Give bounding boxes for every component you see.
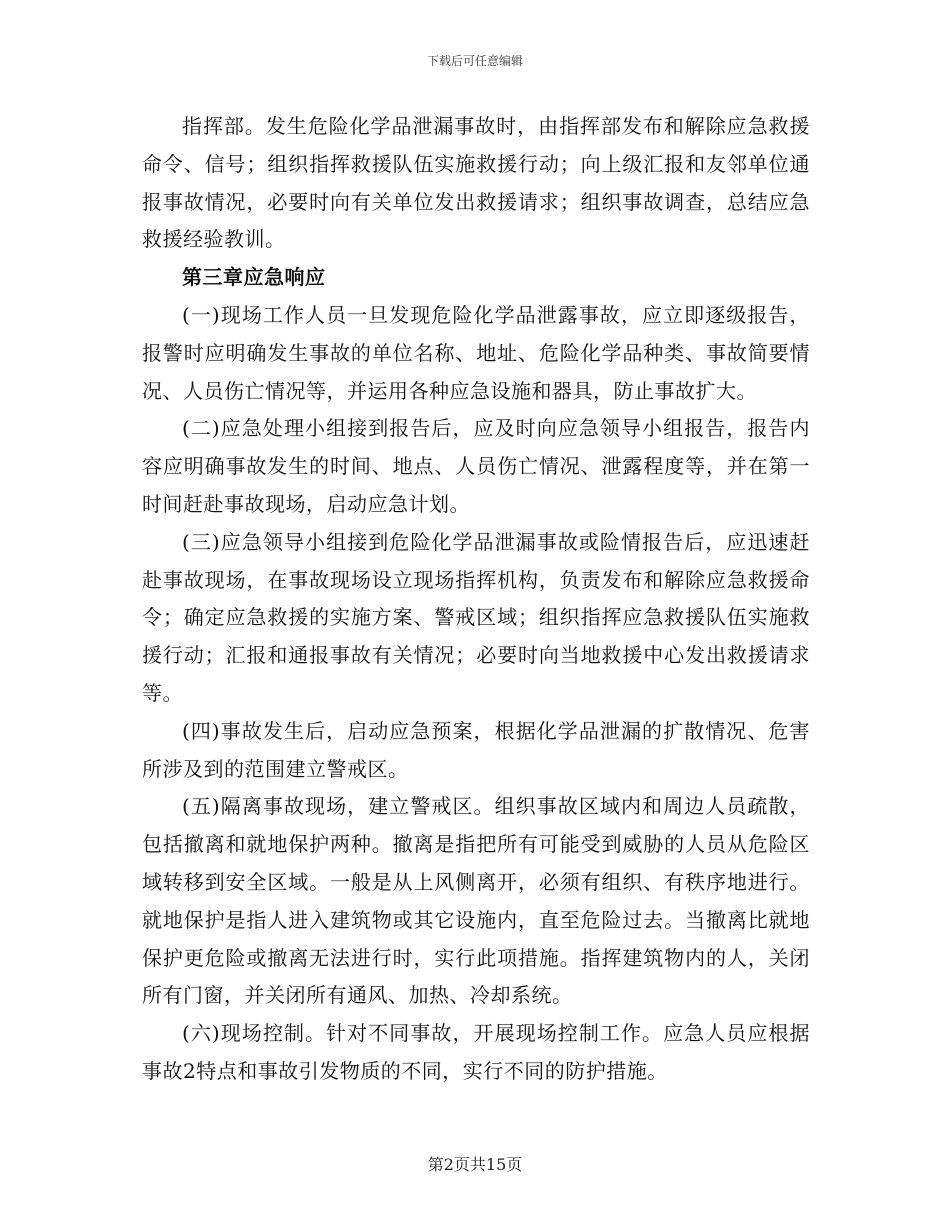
paragraph-item-4: (四)事故发生后，启动应急预案，根据化学品泄漏的扩散情况、危害所涉及到的范围建立警戒区。 bbox=[142, 718, 810, 781]
paragraph-item-1: (一)现场工作人员一旦发现危险化学品泄露事故，应立即逐级报告，报警时应明确发生事故的单位名称、地址、危险化学品种类、事故简要情况、人员伤亡情况等，并运用各种应急设施和器具，防止事故扩大。 bbox=[142, 302, 810, 403]
paragraph-item-3: (三)应急领导小组接到危险化学品泄漏事故或险情报告后，应迅速赶赴事故现场，在事故现场设立现场指挥机构，负责发布和解除应急救援命令；确定应急救援的实施方案、警戒区域；组织指挥应急救援队伍实施救援行动；汇报和通报事故有关情况；必要时向当地救援中心发出救援请求等。 bbox=[142, 529, 810, 705]
page-number: 第2页共15页 bbox=[427, 1155, 523, 1174]
page-header-note: 下载后可任意编辑 bbox=[426, 54, 523, 68]
paragraph-item-2: (二)应急处理小组接到报告后，应及时向应急领导小组报告，报告内容应明确事故发生的时间、地点、人员伤亡情况、泄露程度等，并在第一时间赶赴事故现场，启动应急计划。 bbox=[142, 416, 810, 516]
document-body bbox=[142, 108, 810, 1091]
paragraph-item-5: (五)隔离事故现场，建立警戒区。组织事故区域内和周边人员疏散，包括撤离和就地保护两种。撤离是指把所有可能受到威胁的人员从危险区域转移到安全区域。一般是从上风侧离开，必须有组织、有秩序地进行。就地保护是指人进入建筑物或其它设施内，直至危险过去。当撤离比就地保护更危险或撤离无法进行时，实行此项措施。指挥建筑物内的人，关闭所有门窗，并关闭所有通风、加热、冷却系统。 bbox=[142, 794, 810, 1008]
paragraph-item-6: (六)现场控制。针对不同事故，开展现场控制工作。应急人员应根据事故2特点和事故引发物质的不同，实行不同的防护措施。 bbox=[142, 1021, 810, 1083]
paragraph-command-duties: 指挥部。发生危险化学品泄漏事故时，由指挥部发布和解除应急救援命令、信号；组织指挥救援队伍实施救援行动；向上级汇报和友邻单位通报事故情况，必要时向有关单位发出救援请求；组织事故调查，总结应急救援经验教训。 bbox=[142, 114, 810, 252]
chapter-title: 第三章应急响应 bbox=[182, 265, 326, 290]
